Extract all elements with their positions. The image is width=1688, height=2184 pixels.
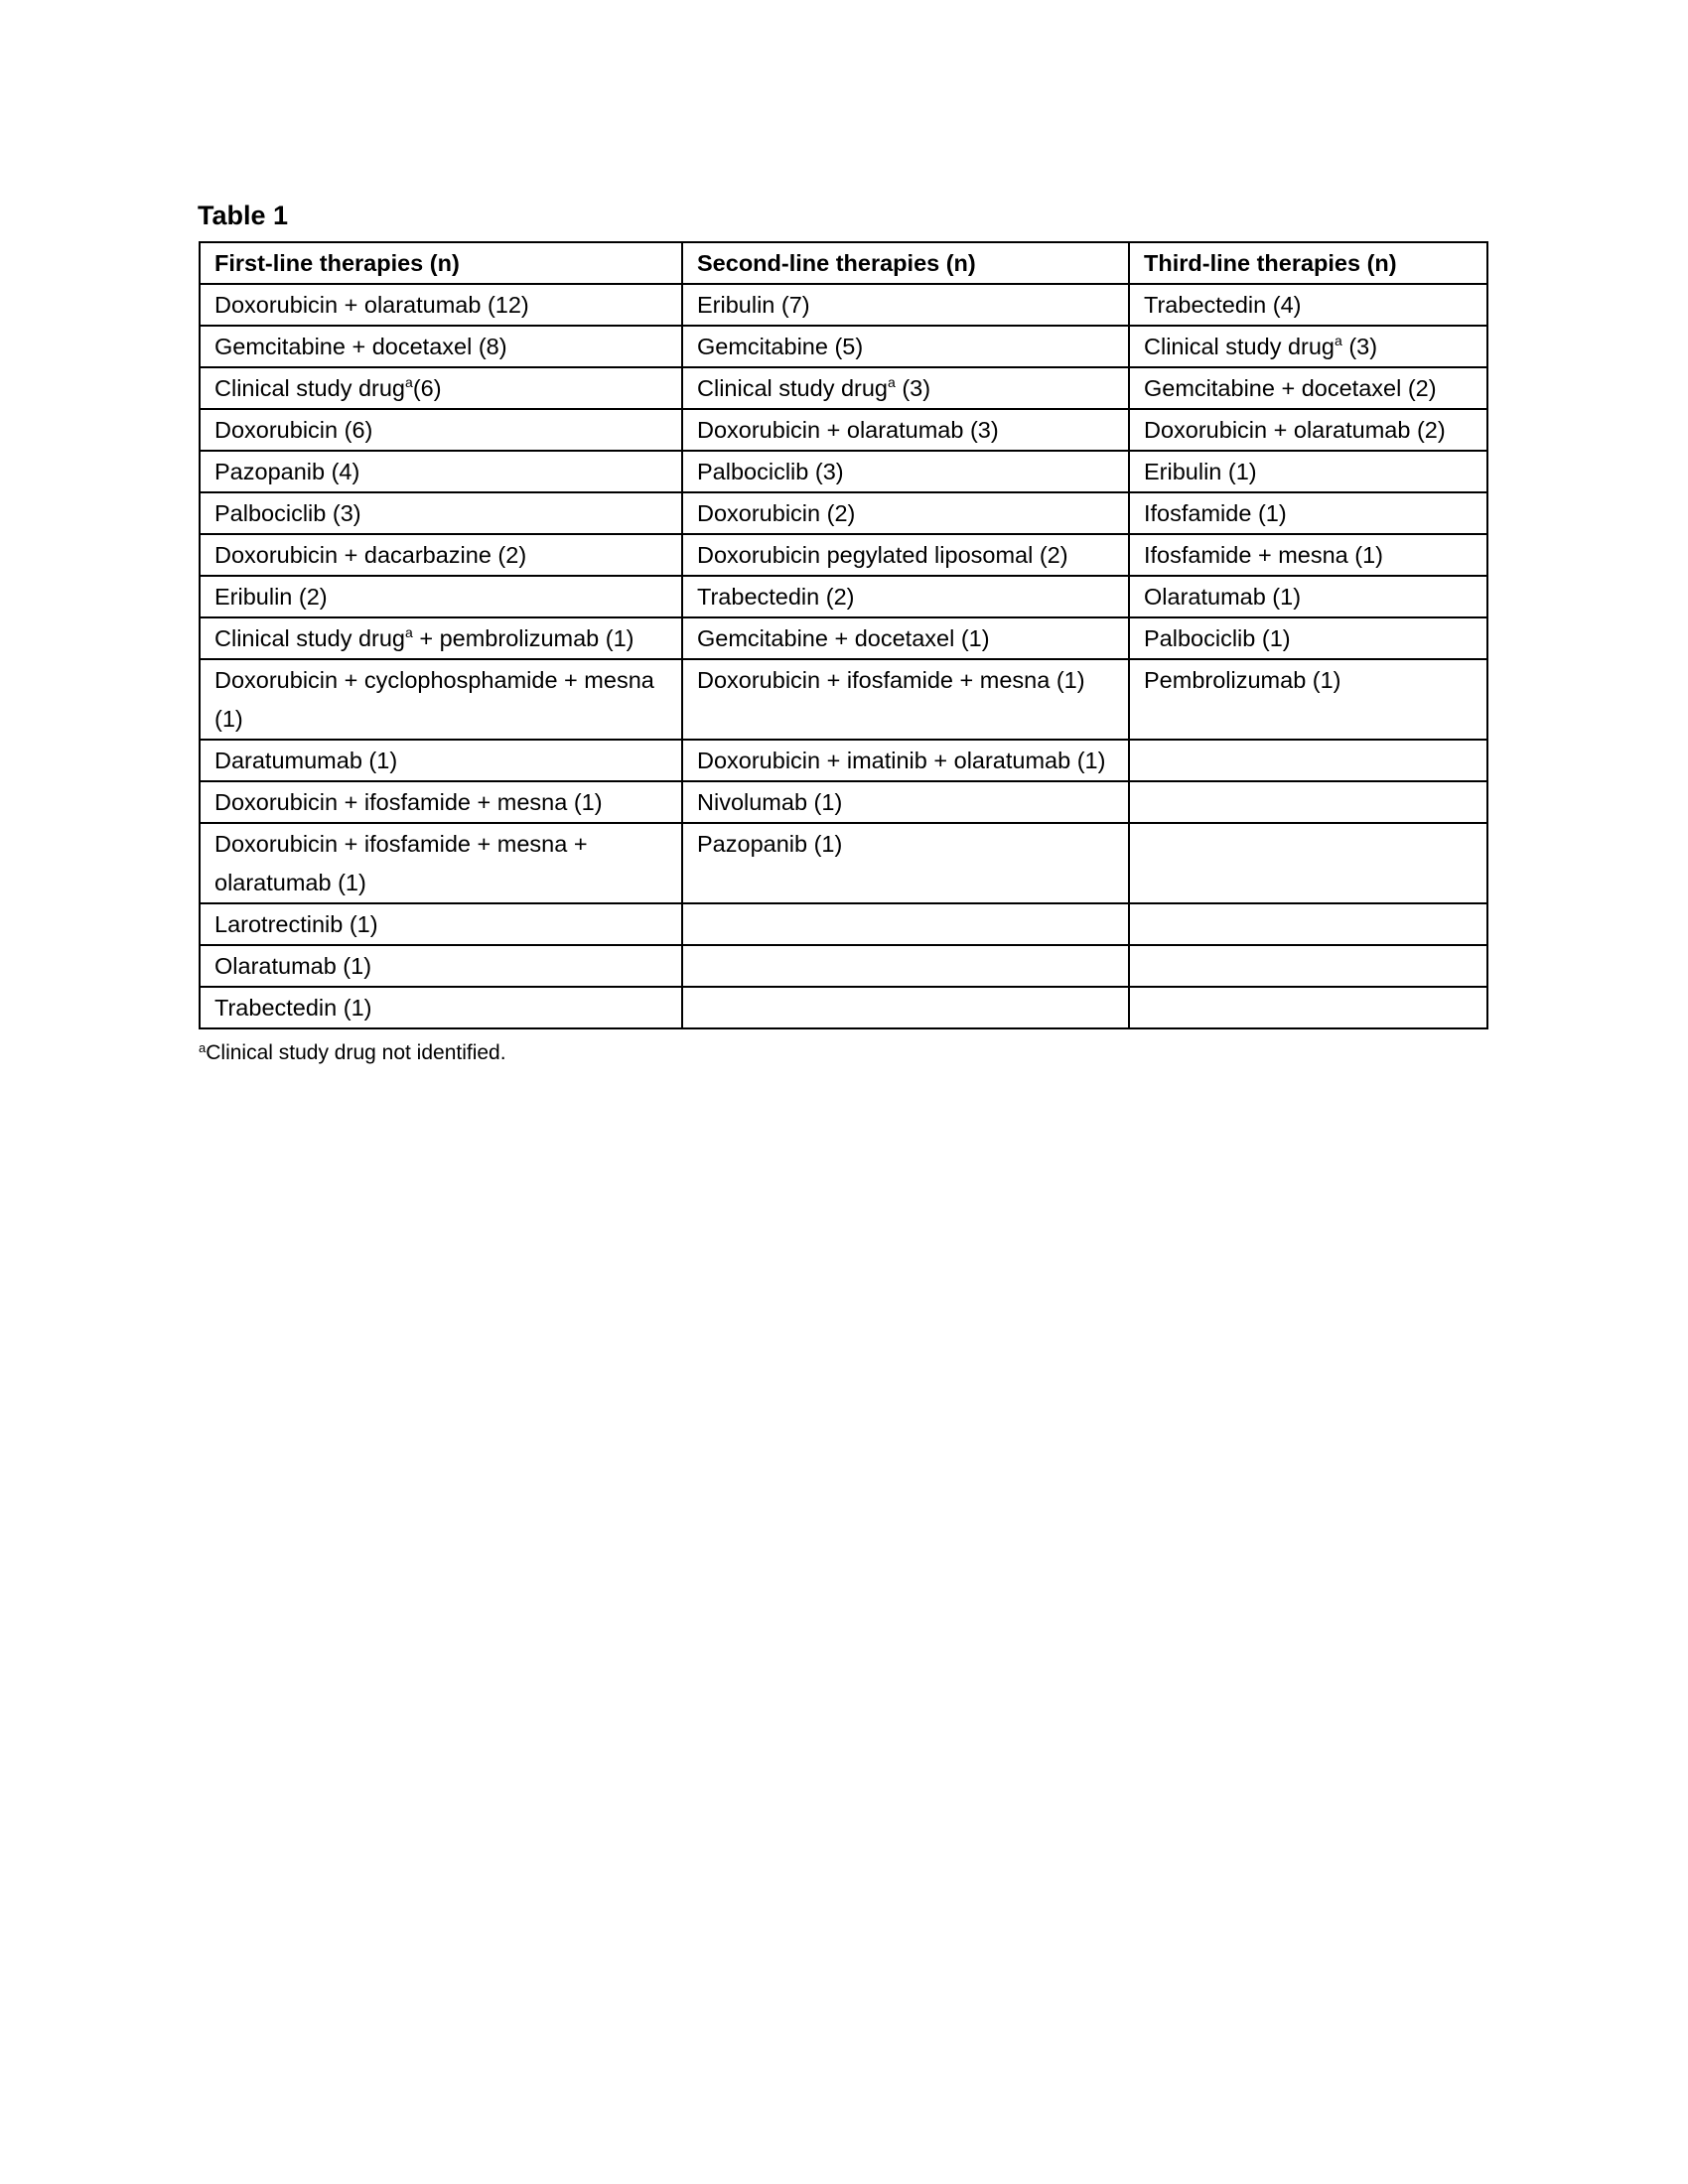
table-cell-second-line [682,367,1129,409]
table-row [200,659,1487,740]
table-row [200,492,1487,534]
table-cell-first-line: Olaratumab (1) [200,945,682,987]
table-cell-third-line [1129,740,1487,781]
table-cell-third-line [1129,903,1487,945]
table-cell-second-line: Doxorubicin + olaratumab (3) [682,409,1129,451]
table-cell-second-line [682,903,1129,945]
table-cell-first-line: Palbociclib (3) [200,492,682,534]
table-cell-second-line: Nivolumab (1) [682,781,1129,823]
table-cell-third-line [1129,326,1487,367]
table-cell-third-line: Trabectedin (4) [1129,284,1487,326]
table-cell-second-line: Doxorubicin pegylated liposomal (2) [682,534,1129,576]
table-cell-second-line: Doxorubicin (2) [682,492,1129,534]
table-cell-second-line: Gemcitabine + docetaxel (1) [682,617,1129,659]
table-cell-first-line: Doxorubicin + ifosfamide + mesna + olaratumab (1) [200,823,682,903]
table-row [200,534,1487,576]
footnote-text: Clinical study drug not identified. [206,1041,506,1064]
table-row [200,987,1487,1028]
footnote-marker: a [199,1040,207,1055]
table-cell-second-line: Trabectedin (2) [682,576,1129,617]
cell-text: + pembrolizumab (1) [412,625,634,651]
table-cell-first-line [200,617,682,659]
footnote-marker: a [405,624,413,640]
table-header-row [200,242,1487,284]
table-cell-third-line: Ifosfamide + mesna (1) [1129,534,1487,576]
table-row [200,326,1487,367]
table-row [200,284,1487,326]
column-header-second-line: Second-line therapies (n) [682,242,1129,284]
table-row [200,451,1487,492]
cell-text: (3) [1341,334,1378,359]
footnote-marker: a [888,374,896,390]
table-row [200,945,1487,987]
table-cell-second-line: Gemcitabine (5) [682,326,1129,367]
table-cell-first-line: Doxorubicin + olaratumab (12) [200,284,682,326]
table-cell-first-line: Eribulin (2) [200,576,682,617]
table-cell-first-line: Larotrectinib (1) [200,903,682,945]
therapies-table [199,241,1488,1029]
column-header-first-line: First-line therapies (n) [200,242,682,284]
table-row [200,903,1487,945]
table-row [200,617,1487,659]
column-header-third-line: Third-line therapies (n) [1129,242,1487,284]
table-cell-second-line [682,987,1129,1028]
table-footnote [199,1039,506,1067]
table-cell-third-line [1129,781,1487,823]
table-cell-third-line: Palbociclib (1) [1129,617,1487,659]
table-cell-third-line [1129,945,1487,987]
table-cell-first-line: Pazopanib (4) [200,451,682,492]
table-cell-third-line: Olaratumab (1) [1129,576,1487,617]
table-cell-third-line [1129,987,1487,1028]
table-cell-second-line: Eribulin (7) [682,284,1129,326]
table-cell-second-line: Doxorubicin + imatinib + olaratumab (1) [682,740,1129,781]
cell-text: Clinical study drug [1144,334,1336,359]
table-cell-third-line: Gemcitabine + docetaxel (2) [1129,367,1487,409]
cell-text: Clinical study drug [214,625,406,651]
table-cell-third-line [1129,823,1487,903]
table-cell-first-line [200,367,682,409]
table-cell-first-line: Doxorubicin + ifosfamide + mesna (1) [200,781,682,823]
table-row [200,823,1487,903]
table-row [200,367,1487,409]
table-row [200,576,1487,617]
footnote-marker: a [405,374,413,390]
table-row [200,409,1487,451]
table-cell-third-line: Doxorubicin + olaratumab (2) [1129,409,1487,451]
table-cell-third-line: Ifosfamide (1) [1129,492,1487,534]
table-cell-third-line: Eribulin (1) [1129,451,1487,492]
table-cell-first-line: Daratumumab (1) [200,740,682,781]
cell-text: (6) [412,375,442,401]
table-cell-second-line: Pazopanib (1) [682,823,1129,903]
table-title: Table 1 [198,201,289,230]
cell-text: Clinical study drug [214,375,406,401]
cell-text: (3) [895,375,931,401]
footnote-marker: a [1335,333,1342,348]
table-cell-first-line: Gemcitabine + docetaxel (8) [200,326,682,367]
table-row [200,781,1487,823]
table-cell-third-line: Pembrolizumab (1) [1129,659,1487,740]
table-body [200,284,1487,1028]
table-row [200,740,1487,781]
table-cell-first-line: Doxorubicin + dacarbazine (2) [200,534,682,576]
table-cell-first-line: Doxorubicin + cyclophosphamide + mesna (1) [200,659,682,740]
table-cell-first-line: Trabectedin (1) [200,987,682,1028]
cell-text: Clinical study drug [697,375,889,401]
table-cell-first-line: Doxorubicin (6) [200,409,682,451]
table-cell-second-line: Palbociclib (3) [682,451,1129,492]
table-cell-second-line [682,945,1129,987]
table-cell-second-line: Doxorubicin + ifosfamide + mesna (1) [682,659,1129,740]
